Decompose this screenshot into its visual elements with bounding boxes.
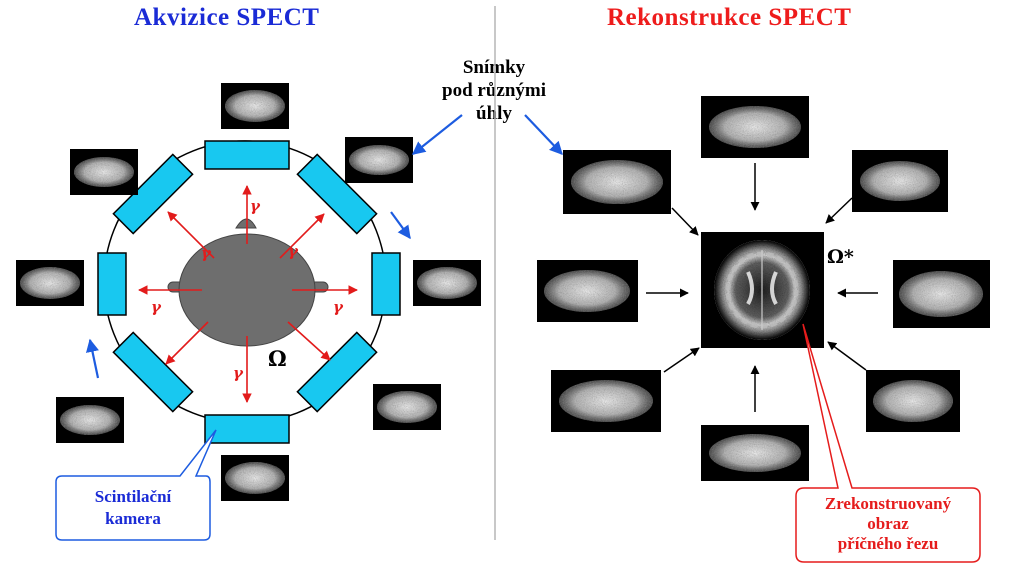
proj-right: [413, 260, 481, 306]
recon-proj-top-right: [852, 150, 948, 212]
object-symbol: Ω: [268, 346, 287, 371]
result-symbol: Ω*: [827, 246, 854, 268]
proj-bottom-right: [373, 384, 441, 430]
projections-label-line1: Snímky: [462, 57, 526, 78]
proj-bottom-left: [56, 397, 124, 443]
detector-bottom-left: [113, 332, 192, 411]
recon-proj-left: [537, 260, 638, 322]
acquisition-title: Akvizice SPECT: [134, 4, 320, 31]
recon-proj-right: [893, 260, 990, 328]
detector-bottom: [205, 415, 289, 443]
detector-right: [372, 253, 400, 315]
object-cross-section: [168, 219, 328, 346]
gamma-label-top-left: γ: [201, 244, 211, 262]
projection-pointer-right: [525, 115, 562, 154]
recon-proj-top: [701, 96, 809, 158]
recon-proj-top-left: [563, 150, 671, 214]
gamma-label-left: γ: [151, 298, 161, 316]
gamma-label-top: γ: [250, 197, 260, 215]
projections-label-line3: úhly: [476, 103, 512, 124]
reconstruction-title: Rekonstrukce SPECT: [607, 4, 852, 31]
detector-top: [205, 141, 289, 169]
result-label-line3: příčného řezu: [837, 534, 939, 553]
proj-left: [16, 260, 84, 306]
projections-label-line2: pod různými: [442, 80, 546, 101]
recon-proj-bottom-right: [866, 370, 960, 432]
detector-left: [98, 253, 126, 315]
camera-label-line1: Scintilační: [94, 487, 172, 506]
result-label: [796, 494, 980, 554]
proj-top: [221, 83, 289, 129]
proj-top-left: [70, 149, 138, 195]
projection-pointer-left: [413, 115, 462, 154]
gamma-label-bottom: γ: [233, 364, 243, 382]
rotation-arrow-left: [90, 340, 98, 378]
result-label-line1: Zrekonstruovaný: [824, 494, 952, 513]
rotation-arrow-right: [391, 212, 410, 238]
detector-bottom-right: [297, 332, 376, 411]
recon-proj-bottom-left: [551, 370, 661, 432]
camera-label: [56, 486, 210, 530]
proj-top-right: [345, 137, 413, 183]
gamma-label-top-right: γ: [288, 242, 298, 260]
gamma-label-right: γ: [333, 298, 343, 316]
proj-bottom: [221, 455, 289, 501]
camera-label-line2: kamera: [105, 509, 161, 528]
result-label-line2: obraz: [867, 514, 909, 533]
recon-proj-bottom: [701, 425, 809, 481]
